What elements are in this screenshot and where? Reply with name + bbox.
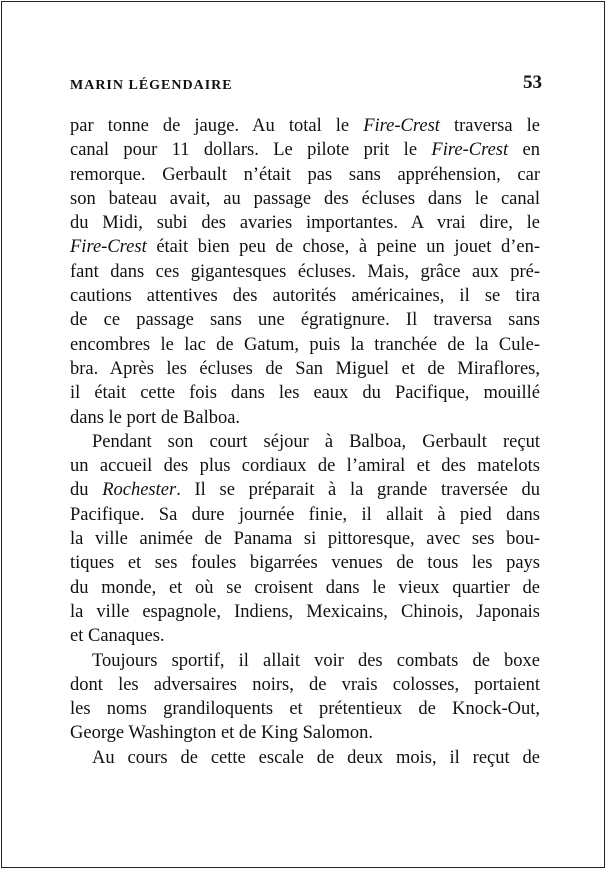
text-line [70,673,540,697]
text-segment: du [70,480,103,501]
text-line [70,721,540,745]
text-line [70,284,540,308]
text-segment: un accueil des plus cordiaux de l’amiral et des matelots [70,456,540,477]
text-line [70,406,540,430]
text-segment: son bateau avait, au passage des écluses dans le canal [70,188,540,209]
text-line [70,697,540,721]
text-line [70,163,540,187]
text-line [70,333,540,357]
text-segment: dont les adversaires noirs, de vrais colosses, portaient [70,674,540,695]
text-segment: fant dans ces gigantesques écluses. Mais, grâce aux pré- [70,261,540,282]
text-segment: canal pour 11 dollars. Le pilote prit le [70,140,432,161]
text-segment: cautions attentives des autorités américaines, il se tira [70,286,540,307]
text-segment: la ville espagnole, Indiens, Mexicains, Chinois, Japonais [70,601,540,622]
text-segment: Toujours sportif, il allait voir des combats de boxe [92,650,540,671]
text-segment: George Washington et de King Salomon. [70,723,374,744]
text-segment: la ville animée de Panama si pittoresque, avec ses bou- [70,529,540,550]
text-segment: et Canaques. [70,626,165,647]
text-segment: Au cours de cette escale de deux mois, il reçut de [92,747,540,768]
text-segment: tiques et ses foules bigarrées venues de tous les pays [70,553,540,574]
text-line [70,746,540,770]
running-head: MARIN LÉGENDAIRE [70,78,233,93]
text-segment: bra. Après les écluses de San Miguel et de Miraflores, [70,358,540,379]
text-segment: Pacifique. Sa dure journée finie, il allait à pied dans [70,504,540,525]
text-segment: . Il se préparait à la grande traversée du [176,480,540,501]
text-line [70,357,540,381]
italic-title: Fire-Crest [363,116,440,136]
text-line [70,600,540,624]
text-line [70,478,540,502]
text-segment: traversa le [439,116,540,136]
text-line [70,551,540,575]
text-line [70,503,540,527]
text-line [70,381,540,405]
italic-title: Fire-Crest [431,140,509,161]
text-line [70,454,540,478]
text-line [70,211,540,235]
text-line [70,235,540,259]
text-segment: Pendant son court séjour à Balboa, Gerbault reçut [92,431,540,452]
book-page [1,1,605,868]
text-segment: remorque. Gerbault n’était pas sans appréhension, car [70,164,540,185]
text-segment: était bien peu de chose, à peine un jouet d’en- [146,237,540,258]
text-line [70,308,540,332]
italic-title: Fire-Crest [70,237,147,258]
text-segment: il était cette fois dans les eaux du Pacifique, mouillé [70,383,540,404]
body-text [70,114,540,770]
text-segment: du Midi, subi des avaries importantes. A vrai dire, le [70,213,540,234]
text-segment: en [508,140,540,161]
text-line [70,114,540,138]
text-line [70,527,540,551]
text-segment: du monde, et où se croisent dans le vieux quartier de [70,577,540,598]
text-line [70,576,540,600]
page-number: 53 [523,72,542,93]
text-segment: de ce passage sans une égratignure. Il traversa sans [70,310,540,331]
italic-title: Rochester [102,480,177,501]
text-line [70,430,540,454]
text-line [70,649,540,673]
text-line [70,138,540,162]
text-segment: par tonne de jauge. Au total le [70,116,364,136]
text-segment: les noms grandiloquents et prétentieux de Knock-Out, [70,699,540,720]
page-header [70,72,542,96]
text-line [70,187,540,211]
text-segment: encombres le lac de Gatum, puis la tranchée de la Cule- [70,334,540,355]
text-line [70,624,540,648]
text-line [70,260,540,284]
text-segment: dans le port de Balboa. [70,407,241,428]
